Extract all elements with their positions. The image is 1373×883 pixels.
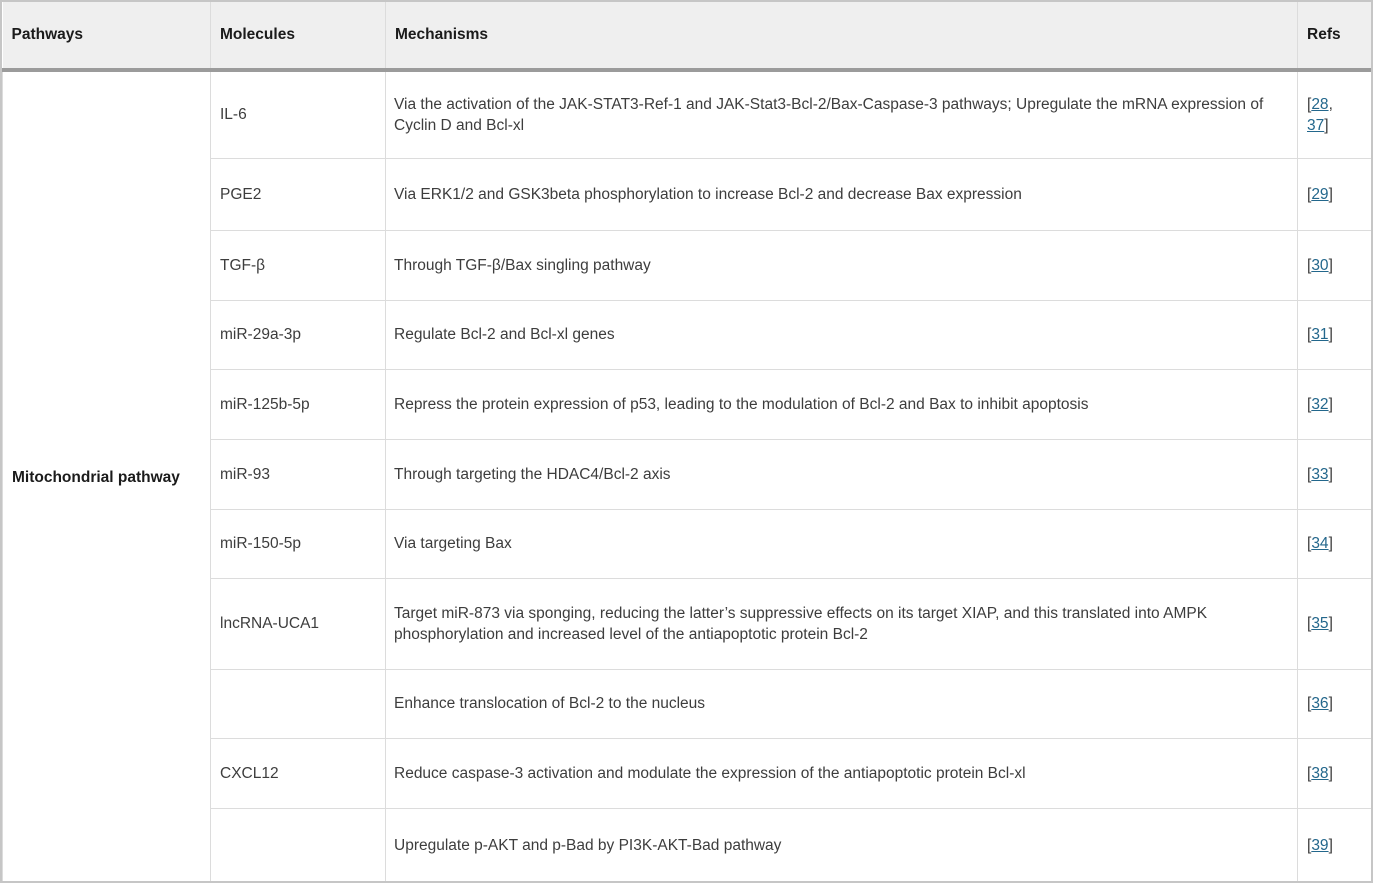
mechanism-cell: Regulate Bcl-2 and Bcl-xl genes bbox=[386, 300, 1298, 369]
mechanism-cell: Reduce caspase-3 activation and modulate the expression of the antiapoptotic protein Bcl-xl bbox=[386, 738, 1298, 808]
table-body bbox=[3, 70, 1372, 883]
refs-cell: [31] bbox=[1298, 300, 1372, 369]
ref-link[interactable]: 30 bbox=[1311, 256, 1329, 274]
mechanism-cell: Via targeting Bax bbox=[386, 509, 1298, 578]
ref-link[interactable]: 34 bbox=[1311, 535, 1329, 552]
ref-link[interactable]: 31 bbox=[1311, 326, 1329, 343]
molecule-cell: miR-150-5p bbox=[211, 509, 386, 578]
refs-cell: [39] bbox=[1298, 808, 1372, 883]
ref-link[interactable]: 38 bbox=[1311, 764, 1329, 782]
pathway-group-cell: Mitochondrial pathway bbox=[3, 70, 211, 883]
refs-cell: [35] bbox=[1298, 578, 1372, 669]
ref-link[interactable]: 35 bbox=[1311, 615, 1329, 632]
molecule-cell: TGF-β bbox=[211, 230, 386, 300]
mechanism-cell: Enhance translocation of Bcl-2 to the nucleus bbox=[386, 669, 1298, 738]
mechanism-cell: Via the activation of the JAK-STAT3-Ref-1 and JAK-Stat3-Bcl-2/Bax-Caspase-3 pathways; Upregulate the mRNA expression of Cyclin D and Bcl-xl bbox=[386, 70, 1298, 158]
mechanism-cell: Through targeting the HDAC4/Bcl-2 axis bbox=[386, 439, 1298, 509]
molecule-cell: PGE2 bbox=[211, 158, 386, 230]
ref-link[interactable]: 28 bbox=[1311, 95, 1329, 113]
refs-cell: [34] bbox=[1298, 509, 1372, 578]
refs-cell: [33] bbox=[1298, 439, 1372, 509]
ref-link[interactable]: 36 bbox=[1311, 695, 1329, 712]
molecule-cell: lncRNA-UCA1 bbox=[211, 578, 386, 669]
molecule-cell: miR-29a-3p bbox=[211, 300, 386, 369]
refs-cell: [28, 37] bbox=[1298, 70, 1372, 158]
molecule-cell bbox=[211, 669, 386, 738]
molecule-cell: miR-93 bbox=[211, 439, 386, 509]
mechanism-cell: Through TGF-β/Bax singling pathway bbox=[386, 230, 1298, 300]
molecule-cell bbox=[211, 808, 386, 883]
ref-link[interactable]: 29 bbox=[1311, 185, 1329, 203]
mechanism-cell: Via ERK1/2 and GSK3beta phosphorylation to increase Bcl-2 and decrease Bax expression bbox=[386, 158, 1298, 230]
column-header-refs: Refs bbox=[1298, 2, 1372, 70]
ref-link[interactable]: 39 bbox=[1311, 837, 1329, 854]
molecule-cell: IL-6 bbox=[211, 70, 386, 158]
table-row bbox=[3, 70, 1372, 158]
ref-link[interactable]: 33 bbox=[1311, 465, 1329, 483]
ref-link[interactable]: 37 bbox=[1307, 116, 1325, 134]
column-header-pathways: Pathways bbox=[3, 2, 211, 70]
column-header-mechanisms: Mechanisms bbox=[386, 2, 1298, 70]
mechanism-cell: Upregulate p-AKT and p-Bad by PI3K-AKT-Bad pathway bbox=[386, 808, 1298, 883]
refs-cell: [36] bbox=[1298, 669, 1372, 738]
molecule-cell: miR-125b-5p bbox=[211, 369, 386, 439]
refs-cell: [30] bbox=[1298, 230, 1372, 300]
mechanism-cell: Target miR-873 via sponging, reducing the latter’s suppressive effects on its target XIAP, and this translated into AMPK phosphorylation and increased level of the antiapoptotic protein Bcl-2 bbox=[386, 578, 1298, 669]
molecule-cell: CXCL12 bbox=[211, 738, 386, 808]
refs-cell: [32] bbox=[1298, 369, 1372, 439]
refs-cell: [29] bbox=[1298, 158, 1372, 230]
column-header-molecules: Molecules bbox=[211, 2, 386, 70]
pathways-table bbox=[2, 2, 1372, 883]
refs-cell: [38] bbox=[1298, 738, 1372, 808]
table-header-row bbox=[3, 2, 1372, 70]
ref-link[interactable]: 32 bbox=[1311, 395, 1329, 413]
mechanism-cell: Repress the protein expression of p53, leading to the modulation of Bcl-2 and Bax to inhibit apoptosis bbox=[386, 369, 1298, 439]
